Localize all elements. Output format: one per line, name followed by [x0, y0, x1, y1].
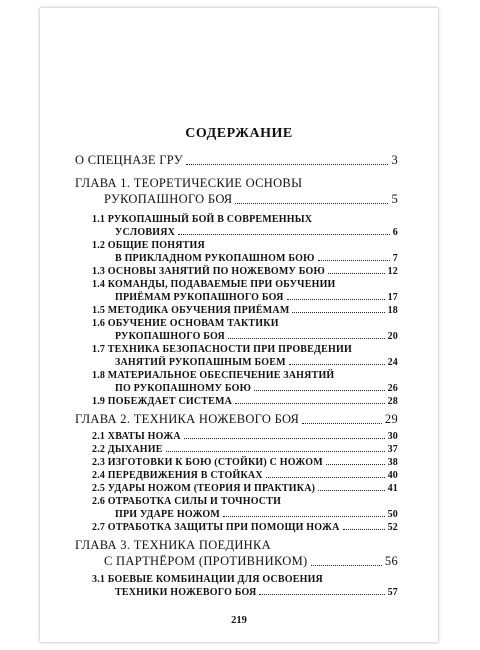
toc-entry [92, 483, 398, 494]
toc-entry-page: 29 [384, 412, 398, 426]
toc-entry [115, 587, 398, 598]
toc-entry [115, 331, 398, 342]
toc-entry [92, 266, 398, 277]
toc-entry-title: ГЛАВА 2. ТЕХНИКА НОЖЕВОГО БОЯ [75, 412, 300, 426]
leader-dots [326, 464, 385, 465]
toc-entry-title: ТЕХНИКИ НОЖЕВОГО БОЯ [115, 587, 257, 598]
leader-dots [186, 164, 389, 165]
toc-entry-page: 52 [387, 522, 398, 533]
toc-entry [75, 153, 398, 168]
toc-entry-title-line: 1.2 ОБЩИЕ ПОНЯТИЯ [92, 240, 205, 251]
toc-entry-title: ПРИЁМАМ РУКОПАШНОГО БОЯ [115, 292, 284, 303]
toc-entry [115, 292, 398, 303]
toc-entry-page: 26 [387, 383, 398, 394]
toc-entry-title: 2.5 УДАРЫ НОЖОМ (ТЕОРИЯ И ПРАКТИКА) [92, 483, 316, 494]
leader-dots [289, 364, 385, 365]
leader-dots [235, 403, 385, 404]
toc-entry-title: 2.1 ХВАТЫ НОЖА [92, 431, 181, 442]
toc-entry-page: 24 [387, 357, 398, 368]
leader-dots [254, 390, 385, 391]
toc-entry-title: 1.3 ОСНОВЫ ЗАНЯТИЙ ПО НОЖЕВОМУ БОЮ [92, 266, 325, 277]
toc-entry [92, 522, 398, 533]
leader-dots [266, 477, 385, 478]
leader-dots [259, 594, 384, 595]
toc-entry-title-line: ГЛАВА 1. ТЕОРЕТИЧЕСКИЕ ОСНОВЫ [75, 176, 303, 190]
toc-entry [92, 305, 398, 316]
page-title: СОДЕРЖАНИЕ [185, 126, 293, 141]
toc-entry-title: РУКОПАШНОГО БОЯ [115, 331, 225, 342]
toc-entry-page: 17 [387, 292, 398, 303]
toc-entry-page: 37 [387, 444, 398, 455]
leader-dots [287, 299, 385, 300]
toc-entry-title: С ПАРТНЁРОМ (ПРОТИВНИКОМ) [104, 554, 308, 568]
toc-entry-title: 2.3 ИЗГОТОВКИ К БОЮ (СТОЙКИ) С НОЖОМ [92, 457, 323, 468]
toc-entry [104, 192, 398, 207]
toc-entry [92, 470, 398, 481]
toc-entry-title: 2.4 ПЕРЕДВИЖЕНИЯ В СТОЙКАХ [92, 470, 263, 481]
toc-entry-page: 50 [387, 509, 398, 520]
toc-entry-title: РУКОПАШНОГО БОЯ [104, 192, 233, 206]
leader-dots [166, 451, 385, 452]
leader-dots [318, 260, 390, 261]
leader-dots [178, 234, 390, 235]
leader-dots [328, 273, 385, 274]
leader-dots [311, 565, 382, 566]
toc-entry-title: 2.7 ОТРАБОТКА ЗАЩИТЫ ПРИ ПОМОЩИ НОЖА [92, 522, 340, 533]
toc-entry-page: 6 [392, 227, 398, 238]
toc-entry-title-line: 2.6 ОТРАБОТКА СИЛЫ И ТОЧНОСТИ [92, 496, 282, 507]
leader-dots [184, 438, 385, 439]
toc-entry-page: 56 [384, 554, 398, 568]
toc-entry-page: 20 [387, 331, 398, 342]
toc-entry-title: 1.9 ПОБЕЖДАЕТ СИСТЕМА [92, 396, 233, 407]
toc-entry [115, 227, 398, 238]
page-number: 219 [231, 615, 247, 626]
leader-dots [302, 423, 382, 424]
toc-entry-title: О СПЕЦНАЗЕ ГРУ [75, 153, 183, 167]
leader-dots [228, 338, 385, 339]
toc-entry [115, 253, 398, 264]
toc-entry-title-line: ГЛАВА 3. ТЕХНИКА ПОЕДИНКА [75, 538, 271, 552]
toc-entry [104, 554, 398, 569]
toc-entry-title-line: 3.1 БОЕВЫЕ КОМБИНАЦИИ ДЛЯ ОСВОЕНИЯ [92, 574, 323, 585]
toc-entry-page: 28 [387, 396, 398, 407]
toc-entry [92, 431, 398, 442]
toc-entry-page: 57 [387, 587, 398, 598]
toc-entry-title-line: 1.6 ОБУЧЕНИЕ ОСНОВАМ ТАКТИКИ [92, 318, 279, 329]
leader-dots [223, 516, 385, 517]
toc-entry-title: 2.2 ДЫХАНИЕ [92, 444, 163, 455]
toc-entry-title-line: 1.8 МАТЕРИАЛЬНОЕ ОБЕСПЕЧЕНИЕ ЗАНЯТИЙ [92, 370, 335, 381]
toc-entry-title: УСЛОВИЯХ [115, 227, 176, 238]
toc-entry-title-line: 1.1 РУКОПАШНЫЙ БОЙ В СОВРЕМЕННЫХ [92, 214, 313, 225]
toc-entry-page: 12 [387, 266, 398, 277]
toc-entry [115, 383, 398, 394]
toc-entry-title: ПО РУКОПАШНОМУ БОЮ [115, 383, 252, 394]
toc-entry-page: 5 [391, 192, 398, 206]
leader-dots [343, 529, 385, 530]
toc-entry-title-line: 1.7 ТЕХНИКА БЕЗОПАСНОСТИ ПРИ ПРОВЕДЕНИИ [92, 344, 352, 355]
toc-entry-page: 3 [391, 153, 398, 167]
toc-entry-title: 1.5 МЕТОДИКА ОБУЧЕНИЯ ПРИЁМАМ [92, 305, 290, 316]
toc-entry-page: 18 [387, 305, 398, 316]
toc-entry [115, 509, 398, 520]
toc-entry-page: 40 [387, 470, 398, 481]
toc-entry-title: ЗАНЯТИЙ РУКОПАШНЫМ БОЕМ [115, 357, 286, 368]
toc-entry [75, 412, 398, 427]
toc-entry-page: 7 [392, 253, 398, 264]
toc-entry [92, 396, 398, 407]
leader-dots [235, 203, 388, 204]
book-page [40, 8, 438, 642]
toc-entry-title: В ПРИКЛАДНОМ РУКОПАШНОМ БОЮ [115, 253, 315, 264]
toc-entry-title-line: 1.4 КОМАНДЫ, ПОДАВАЕМЫЕ ПРИ ОБУЧЕНИИ [92, 279, 336, 290]
toc-entry-page: 41 [387, 483, 398, 494]
toc-entry [92, 444, 398, 455]
leader-dots [318, 490, 384, 491]
toc-entry [92, 457, 398, 468]
toc-entry-title: ПРИ УДАРЕ НОЖОМ [115, 509, 221, 520]
leader-dots [292, 312, 384, 313]
toc-entry-page: 38 [387, 457, 398, 468]
toc-entry-page: 30 [387, 431, 398, 442]
toc-entry [115, 357, 398, 368]
